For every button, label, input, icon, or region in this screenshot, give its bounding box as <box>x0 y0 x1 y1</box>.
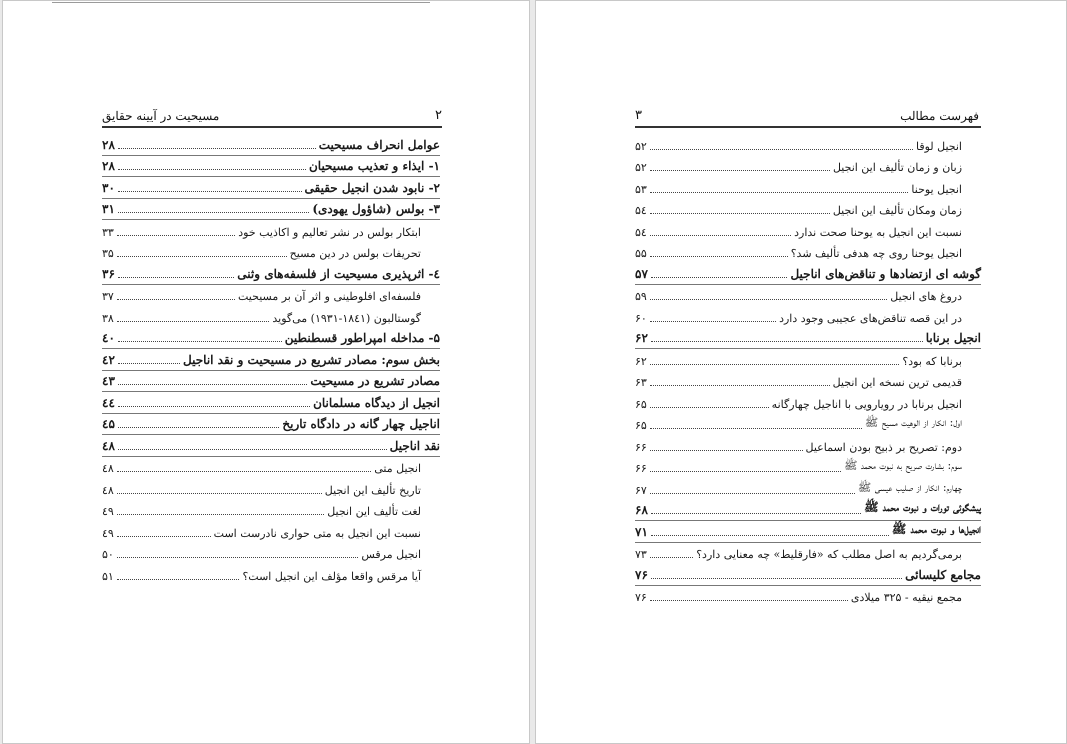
toc-entry-title: انجیل از دیدگاه مسلمانان <box>313 395 440 410</box>
toc-entry-title: ۵- مداخله امپراطور قسطنطین <box>284 331 440 345</box>
toc-entry-title: پیشگوئی تورات و نبوت محمد ﷺ <box>864 500 981 514</box>
dot-leader <box>117 321 270 322</box>
toc-entry-title: انجیل مرقس <box>361 548 421 561</box>
toc-entry <box>102 328 440 350</box>
toc-entry-title: انجیل یوحنا روی چه هدفی تألیف شد؟ <box>790 247 962 260</box>
toc-entry-page-number: ٤۳ <box>102 374 115 388</box>
toc-entry-title: سوم: بشارت صریح به نبوت محمد ﷺ <box>844 459 962 472</box>
toc-entry-page-number: ۵۰ <box>102 548 114 561</box>
toc-entry <box>635 199 981 221</box>
toc-entry-page-number: ۲۸ <box>102 159 115 173</box>
dot-leader <box>117 256 287 257</box>
toc-entry-page-number: ۶۷ <box>635 483 647 497</box>
toc-entry-page-number: ۵٤ <box>635 204 647 217</box>
toc-entry-page-number: ۶۲ <box>635 354 647 368</box>
toc-entry-page-number: ۶۵ <box>635 419 647 432</box>
toc-entry-title: دوم: تصریح بر ذبیح بودن اسماعیل <box>805 440 962 454</box>
dot-leader <box>117 536 211 537</box>
toc-entry <box>635 285 981 307</box>
dot-leader <box>650 149 913 150</box>
toc-entry-page-number: ۳۰ <box>102 180 115 195</box>
right-table-of-contents <box>635 134 981 607</box>
dot-leader <box>118 169 306 170</box>
dot-leader <box>650 557 693 558</box>
toc-entry-page-number: ۷۶ <box>635 567 648 582</box>
right-page-header-title: فهرست مطالب <box>900 109 979 123</box>
left-page-number: ۲ <box>435 108 442 123</box>
toc-entry <box>635 414 981 436</box>
toc-entry-page-number: ۵۱ <box>102 569 114 583</box>
toc-entry-page-number: ٤۸ <box>102 438 115 453</box>
dot-leader <box>118 363 180 364</box>
toc-entry-title: نسبت این انجیل به یوحنا صحت ندارد <box>794 225 962 239</box>
toc-entry <box>102 220 440 242</box>
toc-entry-page-number: ٤۸ <box>102 462 114 475</box>
toc-entry <box>635 500 981 522</box>
toc-entry <box>102 306 440 328</box>
toc-entry-title: عوامل انحراف مسیحیت <box>318 137 440 152</box>
toc-entry-title: انجیل برنابا در رویارویی با اناجیل چهارگانه <box>771 397 962 411</box>
toc-entry <box>635 306 981 328</box>
toc-entry <box>102 199 440 221</box>
toc-entry-page-number: ۳۵ <box>102 247 114 260</box>
toc-entry-title: ۱- ایذاء و تعذیب مسیحیان <box>308 159 440 173</box>
toc-entry-title: زمان ومکان تألیف این انجیل <box>832 204 962 217</box>
dot-leader <box>118 191 302 192</box>
toc-entry <box>635 242 981 264</box>
toc-entry-title: نقد اناجیل <box>389 438 440 453</box>
toc-entry-page-number: ۵۲ <box>635 161 647 174</box>
toc-entry-title: انجیل یوحنا <box>911 182 962 196</box>
toc-entry-page-number: ۳۱ <box>102 202 115 216</box>
dot-leader <box>118 449 387 450</box>
toc-entry-page-number: ۶۸ <box>635 503 648 517</box>
dot-leader <box>650 600 848 601</box>
toc-entry <box>635 156 981 178</box>
toc-entry <box>102 457 440 479</box>
toc-entry-title: فلسفه‌ای افلوطینی و اثر آن بر مسیحیت <box>237 290 421 303</box>
toc-entry-page-number: ۲۸ <box>102 137 115 152</box>
toc-entry <box>635 543 981 565</box>
toc-entry-title: برنابا که بود؟ <box>902 354 962 368</box>
toc-entry <box>102 156 440 178</box>
toc-entry-page-number: ۳۸ <box>102 311 114 325</box>
dot-leader <box>651 578 902 579</box>
toc-entry-title: ۳- بولس (شاؤول یهودی) <box>312 202 440 216</box>
dot-leader <box>650 299 887 300</box>
toc-entry-title: قدیمی ترین نسخه این انجیل <box>832 376 962 389</box>
dot-leader <box>117 514 324 515</box>
toc-entry-page-number: ۶۵ <box>635 397 647 411</box>
toc-entry-title: گوستالبون (۱۸٤۱-۱۹۳۱) می‌گوید <box>272 311 421 325</box>
left-table-of-contents <box>102 134 440 586</box>
dot-leader <box>651 513 861 514</box>
toc-entry-page-number: ۷۶ <box>635 591 647 604</box>
toc-entry <box>635 392 981 414</box>
toc-entry-title: اول: انکار از الوهیت مسیح ﷺ <box>864 416 962 429</box>
toc-entry-title: نسبت این انجیل به متی حواری نادرست است <box>213 526 421 540</box>
dot-leader <box>650 192 909 193</box>
toc-entry <box>635 349 981 371</box>
dot-leader <box>118 406 310 407</box>
toc-entry <box>635 457 981 479</box>
toc-entry <box>102 521 440 543</box>
dot-leader <box>650 256 788 257</box>
toc-entry-page-number: ۶۰ <box>635 311 647 325</box>
right-page-number: ۳ <box>635 108 642 123</box>
dot-leader <box>650 364 900 365</box>
toc-entry-title: در این قصه تناقض‌های عجیبی وجود دارد <box>779 311 962 325</box>
left-page-content <box>2 0 530 744</box>
toc-entry <box>102 242 440 264</box>
dot-leader <box>117 493 322 494</box>
toc-entry-page-number: ۶۶ <box>635 462 647 475</box>
toc-entry-title: ابتکار بولس در نشر تعالیم و اکاذیب خود <box>238 225 421 239</box>
toc-entry <box>102 500 440 522</box>
toc-entry-title: تحریفات بولس در دین مسیح <box>289 247 421 260</box>
toc-entry-page-number: ۶۲ <box>635 331 648 345</box>
toc-entry-page-number: ٤۲ <box>102 352 115 367</box>
toc-entry <box>102 564 440 586</box>
toc-entry-page-number: ۷۱ <box>635 524 648 539</box>
toc-entry-page-number: ۳۶ <box>102 266 115 281</box>
toc-entry-page-number: ٤۸ <box>102 483 114 497</box>
toc-entry-page-number: ۵۲ <box>635 139 647 153</box>
toc-entry-page-number: ۵۵ <box>635 247 647 260</box>
left-page-header-title: مسیحیت در آیینه حقایق <box>102 109 220 123</box>
dot-leader <box>117 471 371 472</box>
toc-entry-page-number: ۵۷ <box>635 266 648 281</box>
toc-entry-page-number: ۳۳ <box>102 225 114 239</box>
dot-leader <box>651 277 788 278</box>
dot-leader <box>650 407 769 408</box>
toc-entry-page-number: ٤۰ <box>102 331 115 345</box>
toc-entry-page-number: ۵۳ <box>635 182 647 196</box>
toc-entry <box>635 328 981 350</box>
toc-entry <box>635 478 981 500</box>
toc-entry-page-number: ۶۶ <box>635 440 647 454</box>
dot-leader <box>118 212 309 213</box>
toc-entry-title: بخش سوم: مصادر تشریع در مسیحیت و نقد اناجیل <box>183 352 440 367</box>
toc-entry <box>102 349 440 371</box>
toc-entry <box>102 543 440 565</box>
dot-leader <box>118 148 316 149</box>
toc-entry-page-number: ۷۳ <box>635 548 647 561</box>
dot-leader <box>651 535 889 536</box>
toc-entry-title: زبان و زمان تألیف این انجیل <box>832 161 962 174</box>
dot-leader <box>650 213 830 214</box>
dot-leader <box>650 493 855 494</box>
toc-entry-title: اناجیل چهار گانه در دادگاه تاریخ <box>282 417 440 431</box>
toc-entry <box>102 435 440 457</box>
dot-leader <box>117 579 240 580</box>
toc-entry-title: برمی‌گردیم به اصل مطلب که «فارقلیط» چه معنایی دارد؟ <box>696 548 962 561</box>
toc-entry-title: تاریخ تألیف این انجیل <box>324 483 421 497</box>
toc-entry <box>102 285 440 307</box>
toc-entry <box>102 392 440 414</box>
toc-entry-page-number: ٤۹ <box>102 505 114 518</box>
dot-leader <box>118 277 234 278</box>
dot-leader <box>117 235 235 236</box>
toc-entry <box>102 134 440 156</box>
toc-entry-page-number: ٤۹ <box>102 526 114 540</box>
toc-entry <box>635 220 981 242</box>
toc-entry-title: انجیل لوقا <box>915 139 962 153</box>
dot-leader <box>650 471 841 472</box>
dot-leader <box>650 321 776 322</box>
toc-entry <box>102 263 440 285</box>
toc-entry-title: دروغ های انجیل <box>890 290 962 303</box>
toc-entry-title: انجیل متی <box>374 462 421 475</box>
toc-entry-page-number: ۶۳ <box>635 376 647 389</box>
toc-entry-page-number: ۳۷ <box>102 290 114 303</box>
dot-leader <box>118 384 308 385</box>
dot-leader <box>118 427 280 428</box>
dot-leader <box>117 557 359 558</box>
dot-leader <box>650 235 791 236</box>
toc-entry-title: مجامع کلیسائی <box>905 567 981 582</box>
toc-entry-title: گوشه ای ازتضادها و تناقض‌های اناجیل <box>790 266 981 281</box>
toc-entry-title: چهارم: انکار از صلیب عیسی ﷺ <box>857 480 962 494</box>
toc-entry <box>102 371 440 393</box>
toc-entry <box>102 414 440 436</box>
toc-entry <box>635 586 981 608</box>
toc-entry-title: انجیل‌ها و نبوت محمد ﷺ <box>891 521 981 536</box>
toc-entry <box>635 263 981 285</box>
dot-leader <box>650 450 803 451</box>
toc-entry <box>635 371 981 393</box>
toc-entry-page-number: ٤٤ <box>102 395 115 410</box>
toc-entry <box>102 478 440 500</box>
toc-entry-page-number: ٤۵ <box>102 417 115 431</box>
dot-leader <box>650 170 830 171</box>
toc-entry <box>635 177 981 199</box>
toc-entry-title: لغت تألیف این انجیل <box>327 505 421 518</box>
toc-entry-title: ۲- نابود شدن انجیل حقیقی <box>304 180 440 195</box>
toc-entry <box>102 177 440 199</box>
toc-entry-title: مجمع نیقیه - ۳۲۵ میلادی <box>850 591 962 604</box>
dot-leader <box>650 385 830 386</box>
dot-leader <box>117 299 235 300</box>
toc-entry-title: ٤- اثرپذیری مسیحیت از فلسفه‌های وثنی <box>237 266 440 281</box>
right-page-header <box>635 106 981 128</box>
toc-entry-title: انجیل برنابا <box>925 331 981 345</box>
toc-entry <box>635 134 981 156</box>
toc-entry-title: آیا مرقس واقعا مؤلف این انجیل است؟ <box>242 569 421 583</box>
toc-entry-page-number: ۵۹ <box>635 290 647 303</box>
toc-entry <box>635 521 981 543</box>
toc-entry <box>635 564 981 586</box>
dot-leader <box>118 341 282 342</box>
toc-entry-page-number: ۵٤ <box>635 225 647 239</box>
toc-entry-title: مصادر تشریع در مسیحیت <box>310 374 440 388</box>
right-page-content <box>535 0 1067 744</box>
dot-leader <box>651 341 923 342</box>
left-page-header <box>102 106 442 128</box>
dot-leader <box>650 428 862 429</box>
toc-entry <box>635 435 981 457</box>
